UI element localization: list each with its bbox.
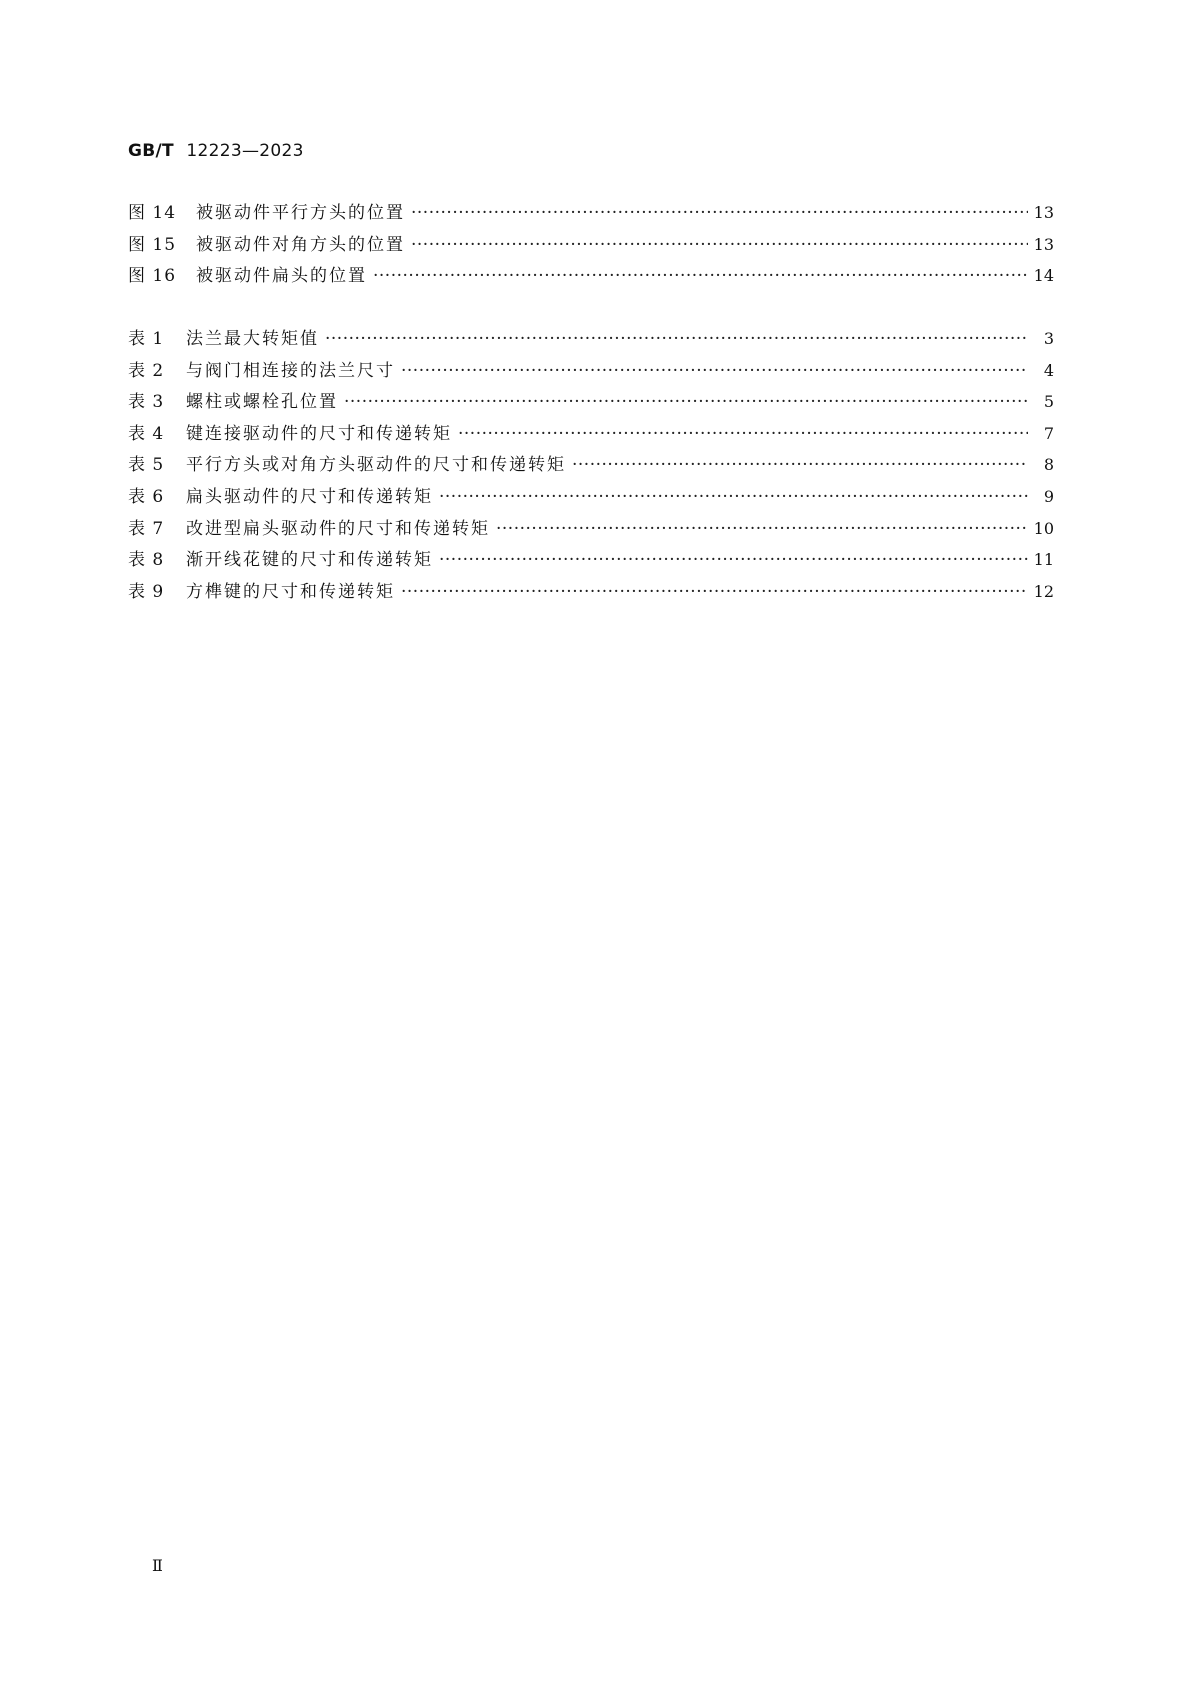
dot-leader bbox=[411, 203, 1028, 223]
toc-label: 图 16 bbox=[128, 266, 177, 287]
toc-label: 图 14 bbox=[128, 203, 177, 223]
toc-label: 表 8 bbox=[128, 550, 165, 571]
toc-entry-table-8[interactable] bbox=[128, 545, 1054, 577]
toc-title: 键连接驱动件的尺寸和传递转矩 bbox=[186, 423, 452, 444]
toc-page-number: 13 bbox=[1033, 203, 1054, 222]
toc-page-number: 12 bbox=[1033, 581, 1054, 601]
dot-leader bbox=[439, 550, 1028, 570]
toc-entry-table-6[interactable] bbox=[128, 482, 1054, 514]
toc-title: 扁头驱动件的尺寸和传递转矩 bbox=[186, 486, 433, 507]
toc-page-number: 3 bbox=[1043, 329, 1054, 348]
toc-label: 图 15 bbox=[128, 234, 177, 255]
toc-title: 螺柱或螺栓孔位置 bbox=[186, 392, 338, 413]
dot-leader bbox=[344, 392, 1028, 412]
dot-leader bbox=[411, 235, 1028, 255]
toc-title: 法兰最大转矩值 bbox=[186, 329, 319, 349]
toc-entry-table-4[interactable] bbox=[128, 419, 1054, 451]
toc-entry-table-9[interactable] bbox=[128, 577, 1054, 609]
dot-leader bbox=[572, 455, 1028, 475]
toc-entry-figure-16[interactable] bbox=[128, 261, 1054, 293]
toc-page-number: 5 bbox=[1043, 392, 1054, 412]
footer-page-number: Ⅱ bbox=[152, 1556, 163, 1575]
toc-title: 被驱动件对角方头的位置 bbox=[196, 234, 405, 255]
toc-label: 表 5 bbox=[128, 455, 165, 476]
toc-page-number: 4 bbox=[1043, 360, 1054, 380]
dot-leader bbox=[325, 329, 1028, 349]
toc-label: 表 1 bbox=[128, 329, 165, 349]
toc-page-number: 11 bbox=[1033, 550, 1054, 570]
standard-number: 12223—2023 bbox=[186, 141, 304, 161]
toc-entry-figure-15[interactable] bbox=[128, 230, 1054, 262]
dot-leader bbox=[458, 424, 1028, 444]
dot-leader bbox=[496, 519, 1028, 539]
toc-page-number: 7 bbox=[1043, 423, 1054, 443]
toc-title: 被驱动件扁头的位置 bbox=[196, 266, 367, 287]
toc-title: 被驱动件平行方头的位置 bbox=[196, 203, 405, 223]
toc-entry-figure-14[interactable] bbox=[128, 198, 1054, 230]
toc-page-number: 14 bbox=[1033, 266, 1054, 286]
toc-page-number: 13 bbox=[1033, 234, 1054, 254]
toc-page-number: 9 bbox=[1043, 486, 1054, 506]
toc-label: 表 4 bbox=[128, 423, 165, 444]
toc-entry-table-5[interactable] bbox=[128, 450, 1054, 482]
toc-title: 方榫键的尺寸和传递转矩 bbox=[186, 581, 395, 602]
toc-title: 平行方头或对角方头驱动件的尺寸和传递转矩 bbox=[186, 455, 566, 476]
toc-entry-table-3[interactable] bbox=[128, 387, 1054, 419]
standard-code: GB/T bbox=[128, 141, 174, 161]
standard-header bbox=[128, 141, 304, 161]
toc-label: 表 6 bbox=[128, 486, 165, 507]
toc-label: 表 9 bbox=[128, 581, 165, 602]
toc-entry-table-7[interactable] bbox=[128, 514, 1054, 546]
toc-entry-table-2[interactable] bbox=[128, 356, 1054, 388]
dot-leader bbox=[401, 582, 1028, 602]
toc-label: 表 3 bbox=[128, 392, 165, 413]
dot-leader bbox=[373, 266, 1028, 286]
figure-list bbox=[128, 198, 1054, 293]
table-list bbox=[128, 324, 1054, 608]
toc-label: 表 2 bbox=[128, 360, 165, 381]
toc-title: 改进型扁头驱动件的尺寸和传递转矩 bbox=[186, 518, 490, 539]
dot-leader bbox=[401, 361, 1028, 381]
toc-page-number: 8 bbox=[1043, 455, 1054, 475]
toc-title: 渐开线花键的尺寸和传递转矩 bbox=[186, 550, 433, 571]
dot-leader bbox=[439, 487, 1028, 507]
toc-title: 与阀门相连接的法兰尺寸 bbox=[186, 360, 395, 381]
toc-entry-table-1[interactable] bbox=[128, 324, 1054, 356]
toc-page-number: 10 bbox=[1033, 518, 1054, 538]
toc-label: 表 7 bbox=[128, 518, 165, 539]
